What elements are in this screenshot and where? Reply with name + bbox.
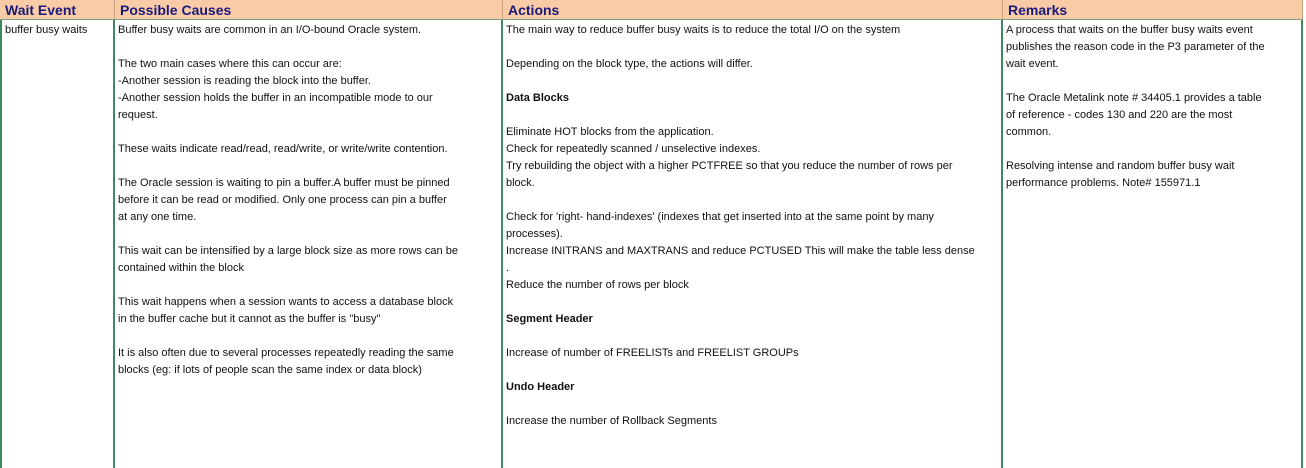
action-line <box>506 107 998 124</box>
cause-line: The two main cases where this can occur are: <box>118 58 342 70</box>
action-line: Undo Header <box>506 381 575 393</box>
cause-line <box>118 328 498 345</box>
remark-line: performance problems. Note# 155971.1 <box>1006 177 1201 189</box>
cause-line: It is also often due to several processes repeatedly reading the same <box>118 347 454 359</box>
action-line: . <box>506 262 510 274</box>
action-line: Check for repeatedly scanned / unselective indexes. <box>506 143 761 155</box>
header-possible-causes[interactable]: Possible Causes <box>115 0 503 20</box>
cause-line: Buffer busy waits are common in an I/O-bound Oracle system. <box>118 24 422 36</box>
cause-line <box>118 226 498 243</box>
cause-line: contained within the block <box>118 262 244 274</box>
action-line <box>506 294 998 311</box>
cause-line: in the buffer cache but it cannot as the buffer is "busy" <box>118 313 381 325</box>
actions-cell[interactable] <box>503 20 1003 468</box>
remark-line <box>1006 141 1298 158</box>
action-line: Check for 'right- hand-indexes' (indexes that get inserted into at the same point by many <box>506 211 934 223</box>
cause-line: before it can be read or modified. Only one process can pin a buffer <box>118 194 447 206</box>
remark-line: The Oracle Metalink note # 34405.1 provides a table <box>1006 92 1262 104</box>
action-line <box>506 396 998 413</box>
remark-line <box>1006 73 1298 90</box>
action-line: Increase the number of Rollback Segments <box>506 415 717 427</box>
action-line <box>506 73 998 90</box>
action-line: processes). <box>506 228 563 240</box>
cause-line <box>118 124 498 141</box>
cause-line <box>118 39 498 56</box>
action-line: Increase INITRANS and MAXTRANS and reduce PCTUSED This will make the table less dense <box>506 245 975 257</box>
cause-line: at any one time. <box>118 211 197 223</box>
cause-line: These waits indicate read/read, read/write, or write/write contention. <box>118 143 448 155</box>
cause-line: The Oracle session is waiting to pin a buffer.A buffer must be pinned <box>118 177 450 189</box>
cause-line: request. <box>118 109 158 121</box>
remark-line: of reference - codes 130 and 220 are the most <box>1006 109 1233 121</box>
wait-event-text: buffer busy waits <box>5 24 88 36</box>
wait-event-cell[interactable] <box>0 20 115 468</box>
action-line: Data Blocks <box>506 92 569 104</box>
action-line: Reduce the number of rows per block <box>506 279 689 291</box>
cause-line: blocks (eg: if lots of people scan the same index or data block) <box>118 364 422 376</box>
action-line <box>506 362 998 379</box>
action-line <box>506 328 998 345</box>
action-line: block. <box>506 177 535 189</box>
remark-line: common. <box>1006 126 1052 138</box>
remark-line: Resolving intense and random buffer busy wait <box>1006 160 1235 172</box>
action-line: The main way to reduce buffer busy waits is to reduce the total I/O on the system <box>506 24 901 36</box>
remark-line: wait event. <box>1006 58 1059 70</box>
action-line: Increase of number of FREELISTs and FREELIST GROUPs <box>506 347 799 359</box>
cause-line: This wait can be intensified by a large block size as more rows can be <box>118 245 458 257</box>
action-line <box>506 39 998 56</box>
cause-line <box>118 277 498 294</box>
cause-line: -Another session is reading the block into the buffer. <box>118 75 371 87</box>
header-remarks[interactable]: Remarks <box>1003 0 1303 20</box>
remark-line: A process that waits on the buffer busy waits event <box>1006 24 1253 36</box>
possible-causes-cell[interactable] <box>115 20 503 468</box>
cause-line <box>118 158 498 175</box>
header-actions[interactable]: Actions <box>503 0 1003 20</box>
action-line: Try rebuilding the object with a higher PCTFREE so that you reduce the number of rows per <box>506 160 953 172</box>
action-line <box>506 192 998 209</box>
cause-line: This wait happens when a session wants to access a database block <box>118 296 454 308</box>
cause-line: -Another session holds the buffer in an incompatible mode to our <box>118 92 433 104</box>
header-wait-event[interactable]: Wait Event <box>0 0 115 20</box>
remarks-cell[interactable] <box>1003 20 1303 468</box>
remark-line: publishes the reason code in the P3 parameter of the <box>1006 41 1265 53</box>
action-line: Depending on the block type, the actions will differ. <box>506 58 753 70</box>
action-line: Segment Header <box>506 313 593 325</box>
action-line: Eliminate HOT blocks from the application. <box>506 126 714 138</box>
